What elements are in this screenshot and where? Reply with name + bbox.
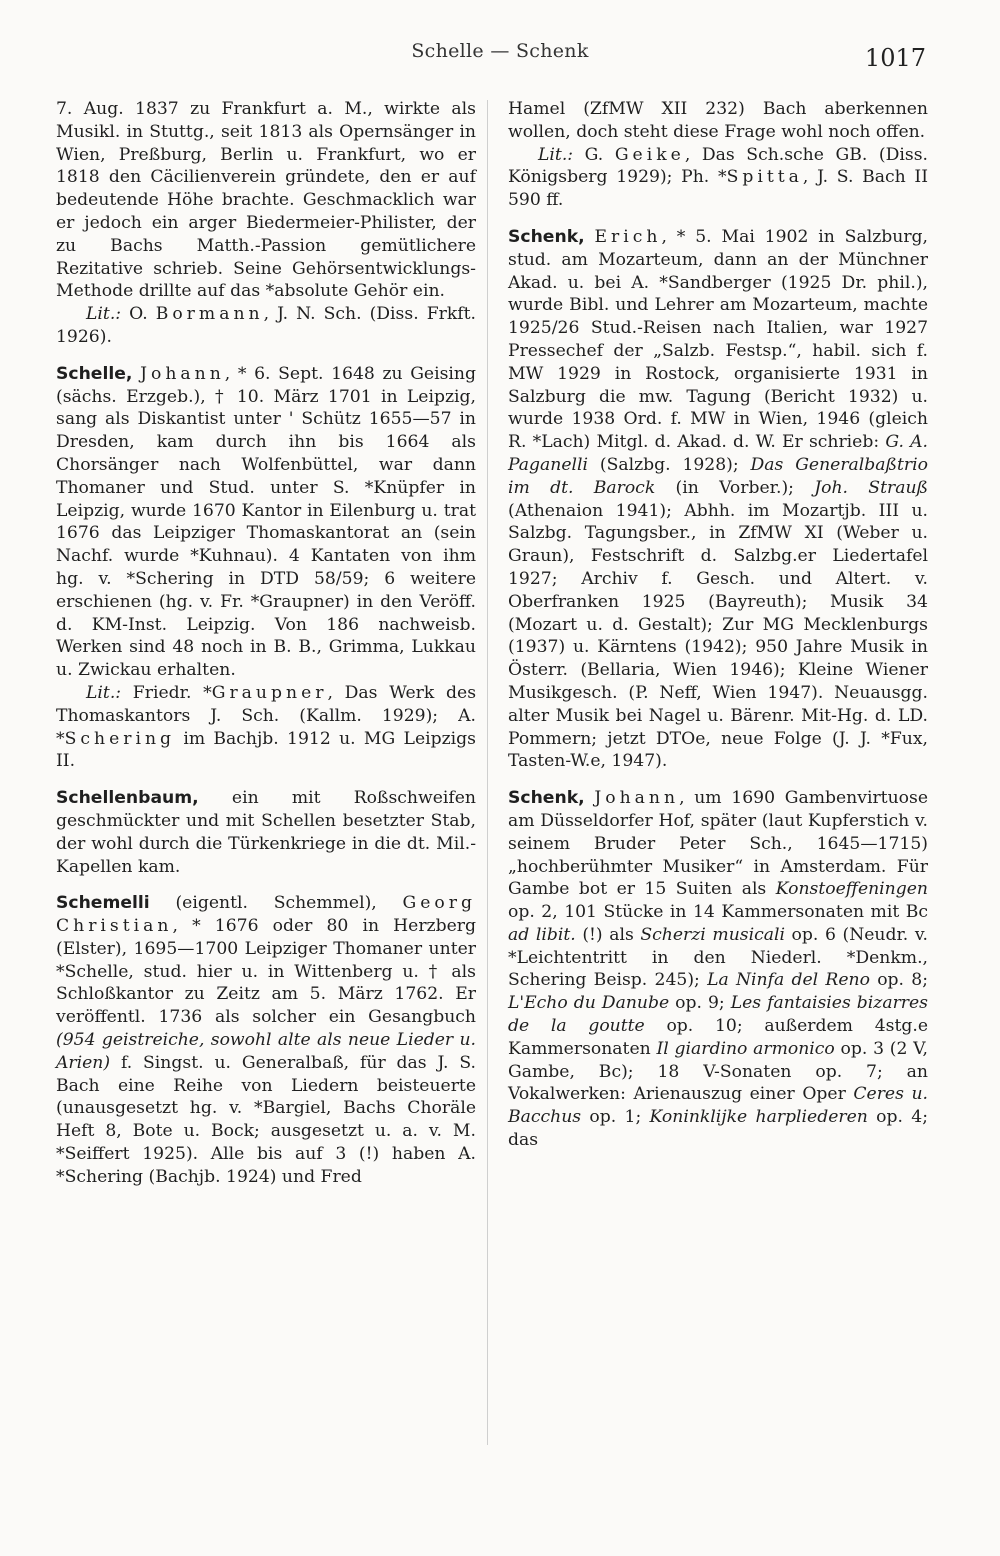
- headword: Schellenbaum,: [56, 788, 199, 809]
- left-column: [56, 98, 476, 1189]
- literature-note: Lit.: G. Geike, Das Sch.sche GB. (Diss. Königsberg 1929); Ph. *Spitta, J. S. Bach II 590 ff.: [508, 144, 928, 211]
- entry-schellenbaum: Schellenbaum, ein mit Roßschweifen geschmückter und mit Schellen besetzter Stab, der wohl durch die Türkenkriege in die dt. Mil.-Kapellen kam.: [56, 788, 476, 877]
- entry-schelle: Schelle, Johann, * 6. Sept. 1648 zu Geising (sächs. Erzgeb.), † 10. März 1701 in Leipzig, sang als Diskantist unter ' Schütz 1655—57 in Dresden, kam durch ihn bis 1664 als Chorsänger nach Wolfenbüttel, war dann Thomaner und Stud. unter S. *Knüpfer in Leipzig, wurde 1670 Kantor in Eilenburg u. trat 1676 das Leipziger Thomaskantorat an (sein Nachf. wurde *Kuhnau). 4 Kantaten von ihm hg. v. *Schering in DTD 58/59; 6 weitere erschienen (hg. v. Fr. *Graupner) in den Veröff. d. KM-Inst. Leipzig. Von 186 nachweisb. Werken sind 48 noch in B. B., Grimma, Lukkau u. Zwickau erhalten.: [56, 363, 476, 681]
- literature-note: Lit.: O. Bormann, J. N. Sch. (Diss. Frkft. 1926).: [56, 304, 476, 347]
- continued-entry-text: Hamel (ZfMW XII 232) Bach aberkennen wollen, doch steht diese Frage wohl noch offen.: [508, 99, 928, 142]
- continued-entry-text: 7. Aug. 1837 zu Frankfurt a. M., wirkte als Musikl. in Stuttg., seit 1813 als Opernsänger in Wien, Preßburg, Berlin u. Frankfurt, wo er 1818 den Cäcilienverein gründete, den er auf bedeutende Höhe brachte. Geschmacklich war er jedoch ein arger Biedermeier-Philister, der zu Bachs Matth.-Passion gemütlichere Rezitative schrieb. Seine Gehörsentwicklungs-Methode drillte auf das *absolute Gehör ein.: [56, 99, 476, 302]
- right-column: [508, 98, 928, 1152]
- headword: Schemelli: [56, 893, 150, 914]
- headword: Schenk,: [508, 788, 585, 809]
- running-header: Schelle — Schenk: [411, 40, 589, 62]
- headword: Schelle,: [56, 363, 133, 384]
- entry-schenk-erich: Schenk, Erich, * 5. Mai 1902 in Salzburg, stud. am Mozarteum, dann an der Münchner Akad. u. bei A. *Sandberger (1925 Dr. phil.), wurde Bibl. und Lehrer am Mozarteum, machte 1925/26 Stud.-Reisen nach Italien, war 1927 Pressechef der „Salzb. Festsp.“, habil. sich f. MW 1929 in Rostock, organisierte 1931 in Salzburg die mw. Tagung (Bericht 1932) u. wurde 1938 Ord. f. MW in Wien, 1946 (gleich R. *Lach) Mitgl. d. Akad. d. W. Er schrieb: G. A. Paganelli (Salzbg. 1928); Das Generalbaßtrio im dt. Barock (in Vorber.); Joh. Strauß (Athenaion 1941); Abhh. im Mozartjb. III u. Salzbg. Tagungsber., in ZfMW XI (Weber u. Graun), Festschrift d. Salzbg.er Liedertafel 1927; Archiv f. Gesch. und Altert. v. Oberfranken 1925 (Bayreuth); Musik 34 (Mozart u. d. Gestalt); Zur MG Mecklenburgs (1937) u. Kärntens (1942); 950 Jahre Musik in Österr. (Bellaria, Wien 1946); Kleine Wiener Musikgesch. (P. Neff, Wien 1947). Neuausgg. alter Musik bei Nagel u. Bärenr. Mit-Hg. d. LD. Pommern; jetzt DTOe, neue Folge (J. J. *Fux, Tasten-W.e, 1947).: [508, 226, 929, 772]
- headword: Schenk,: [508, 226, 585, 247]
- entry-schenk-johann: Schenk, Johann, um 1690 Gambenvirtuose am Düsseldorfer Hof, später (laut Kupferstich v. seinem Bruder Peter Sch., 1645—1715) „hochberühmter Musiker“ in Amsterdam. Für Gambe bot er 15 Suiten als Konstoeffeningen op. 2, 101 Stücke in 14 Kammersonaten mit Bc ad libit. (!) als Scherzi musicali op. 6 (Neudr. v. *Leichtentritt in den Niederl. *Denkm., Schering Beisp. 245); La Ninfa del Reno op. 8; L'Echo du Danube op. 9; Les fantaisies bizarres de la goutte op. 10; außerdem 4stg.e Kammersonaten Il giardino armonico op. 3 (2 V, Gambe, Bc); 18 V-Sonaten op. 7; an Vokalwerken: Arienauszug einer Oper Ceres u. Bacchus op. 1; Koninklijke harpliederen op. 4; das: [508, 788, 929, 1151]
- column-divider: [487, 100, 488, 1445]
- page-number: 1017: [864, 44, 926, 72]
- entry-schemelli: Schemelli (eigentl. Schemmel), Georg Christian, * 1676 oder 80 in Herzberg (Elster), 1695—1700 Leipziger Thomaner unter *Schelle, stud. hier u. in Wittenberg u. † als Schloßkantor zu Zeitz am 5. März 1762. Er veröffentl. 1736 als solcher ein Gesangbuch (954 geistreiche, sowohl alte als neue Lieder u. Arien) f. Singst. u. Generalbaß, für das J. S. Bach eine Reihe von Liedern beisteuerte (unausgesetzt hg. v. *Bargiel, Bachs Choräle Heft 8, Bote u. Bock; ausgesetzt u. a. v. M. *Seiffert 1925). Alle bis auf 3 (!) haben A. *Schering (Bachjb. 1924) und Fred: [56, 893, 476, 1187]
- literature-note: Lit.: Friedr. *Graupner, Das Werk des Thomaskantors J. Sch. (Kallm. 1929); A. *Schering im Bachjb. 1912 u. MG Leipzigs II.: [56, 682, 477, 772]
